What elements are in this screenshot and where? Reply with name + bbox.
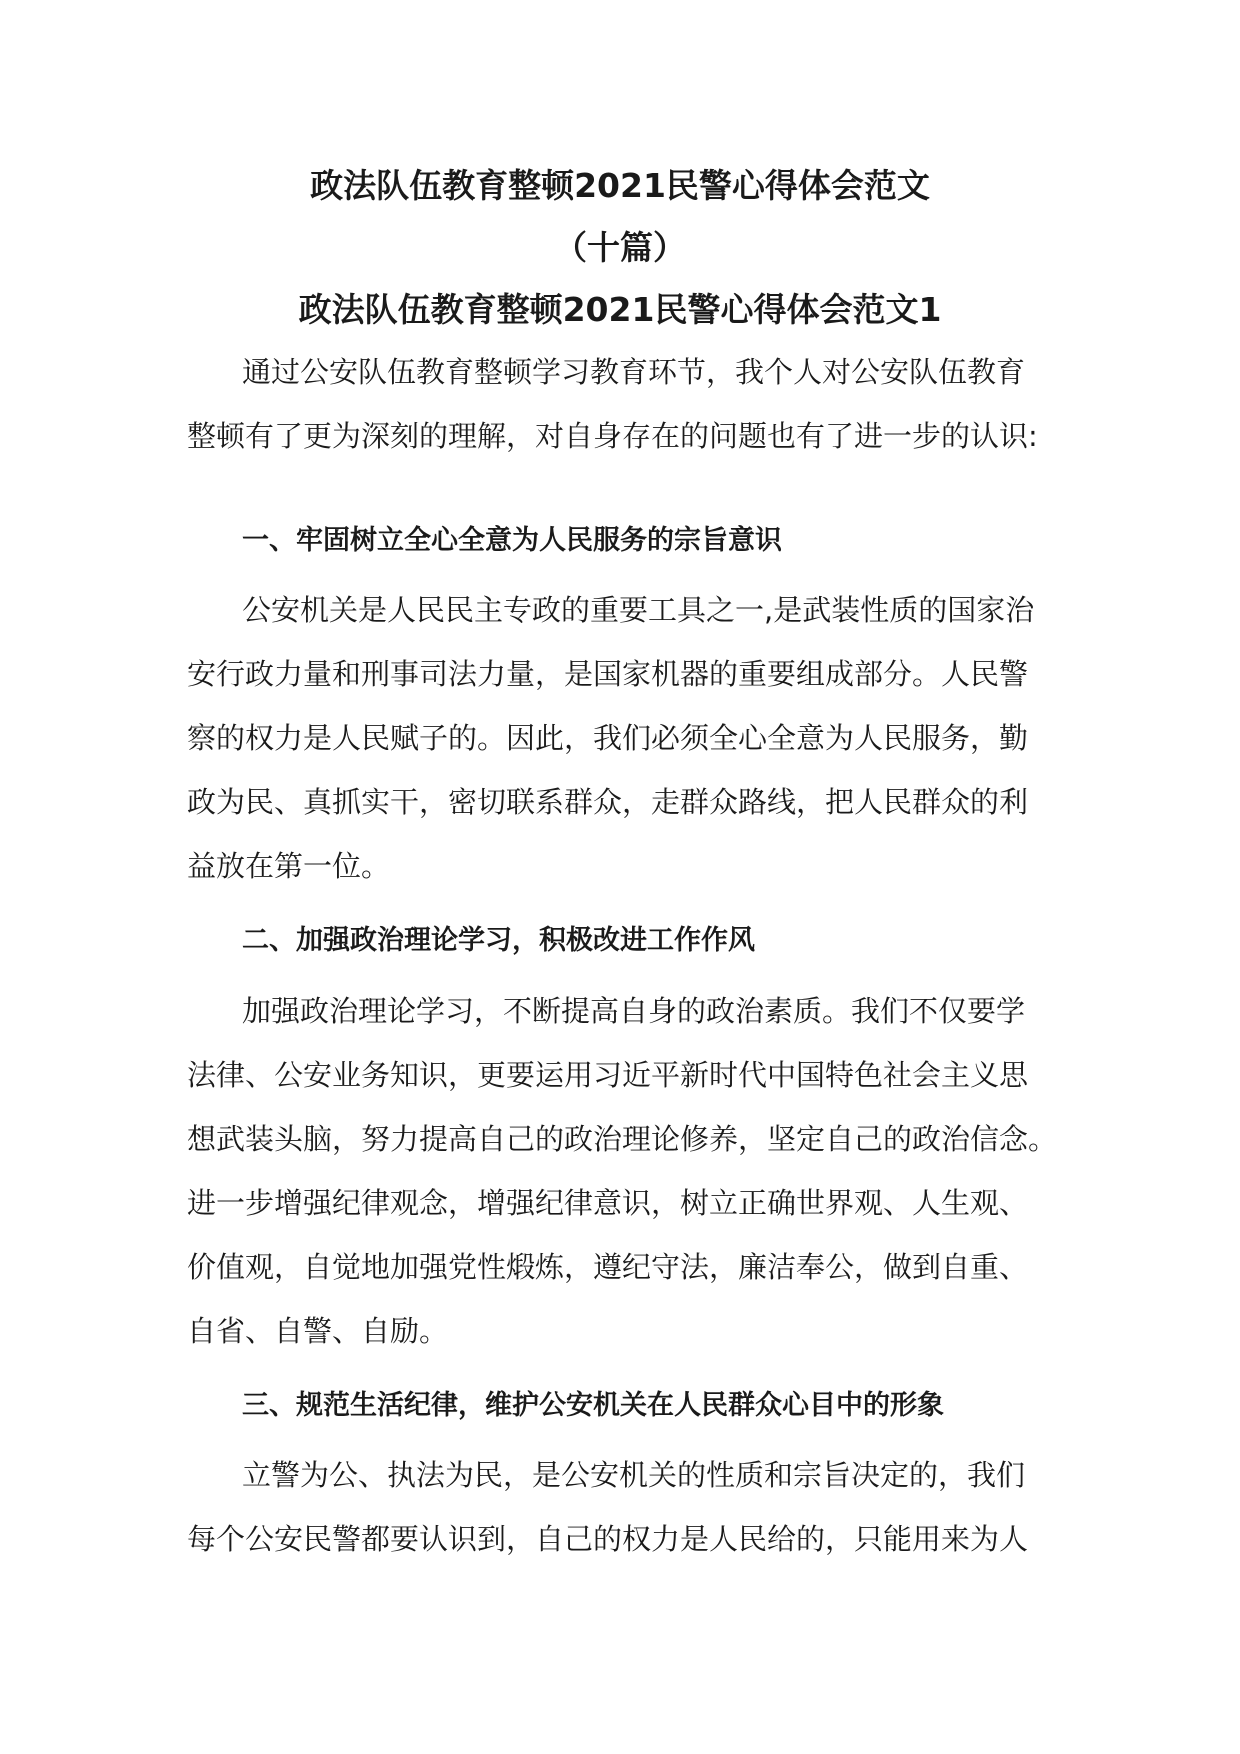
- paragraph-line: 价值观，自觉地加强党性煅炼，遵纪守法，廉洁奉公，做到自重、: [187, 1250, 1029, 1284]
- section-heading-3: 三、规范生活纪律，维护公安机关在人民群众心目中的形象: [242, 1390, 944, 1421]
- paragraph-line: 自省、自警、自励。: [187, 1314, 449, 1348]
- document-title-count: （十篇）: [554, 228, 686, 267]
- paragraph-line: 益放在第一位。: [187, 849, 391, 883]
- paragraph-line: 安行政力量和刑事司法力量，是国家机器的重要组成部分。人民警: [187, 657, 1029, 691]
- document-subtitle: 政法队伍教育整顿2021民警心得体会范文1: [298, 290, 942, 329]
- intro-paragraph: [187, 340, 1067, 468]
- paragraph-line: 法律、公安业务知识，更要运用习近平新时代中国特色社会主义思: [187, 1058, 1029, 1092]
- paragraph-line: 通过公安队伍教育整顿学习教育环节，我个人对公安队伍教育: [242, 355, 1026, 389]
- paragraph-line: 察的权力是人民赋子的。因此，我们必须全心全意为人民服务，勤: [187, 721, 1029, 755]
- paragraph-line: 进一步增强纪律观念，增强纪律意识，树立正确世界观、人生观、: [187, 1186, 1029, 1220]
- paragraph-line: 整顿有了更为深刻的理解，对自身存在的问题也有了进一步的认识:: [187, 419, 1038, 453]
- section-paragraph-3: [187, 1443, 1067, 1571]
- paragraph-line: 公安机关是人民民主专政的重要工具之一,是武装性质的国家治: [242, 593, 1035, 627]
- section-paragraph-2: [187, 979, 1067, 1363]
- paragraph-line: 立警为公、执法为民，是公安机关的性质和宗旨决定的，我们: [242, 1458, 1026, 1492]
- paragraph-line: 加强政治理论学习，不断提高自身的政治素质。我们不仅要学: [242, 994, 1026, 1028]
- paragraph-line: 想武装头脑，努力提高自己的政治理论修养，坚定自己的政治信念。: [187, 1122, 1058, 1156]
- section-heading-1: 一、牢固树立全心全意为人民服务的宗旨意识: [242, 525, 782, 556]
- section-heading-2: 二、加强政治理论学习，积极改进工作作风: [242, 925, 755, 956]
- paragraph-line: 每个公安民警都要认识到，自己的权力是人民给的，只能用来为人: [187, 1522, 1029, 1556]
- section-paragraph-1: [187, 578, 1067, 898]
- paragraph-line: 政为民、真抓实干，密切联系群众，走群众路线，把人民群众的利: [187, 785, 1029, 819]
- document-title: 政法队伍教育整顿2021民警心得体会范文: [310, 166, 930, 205]
